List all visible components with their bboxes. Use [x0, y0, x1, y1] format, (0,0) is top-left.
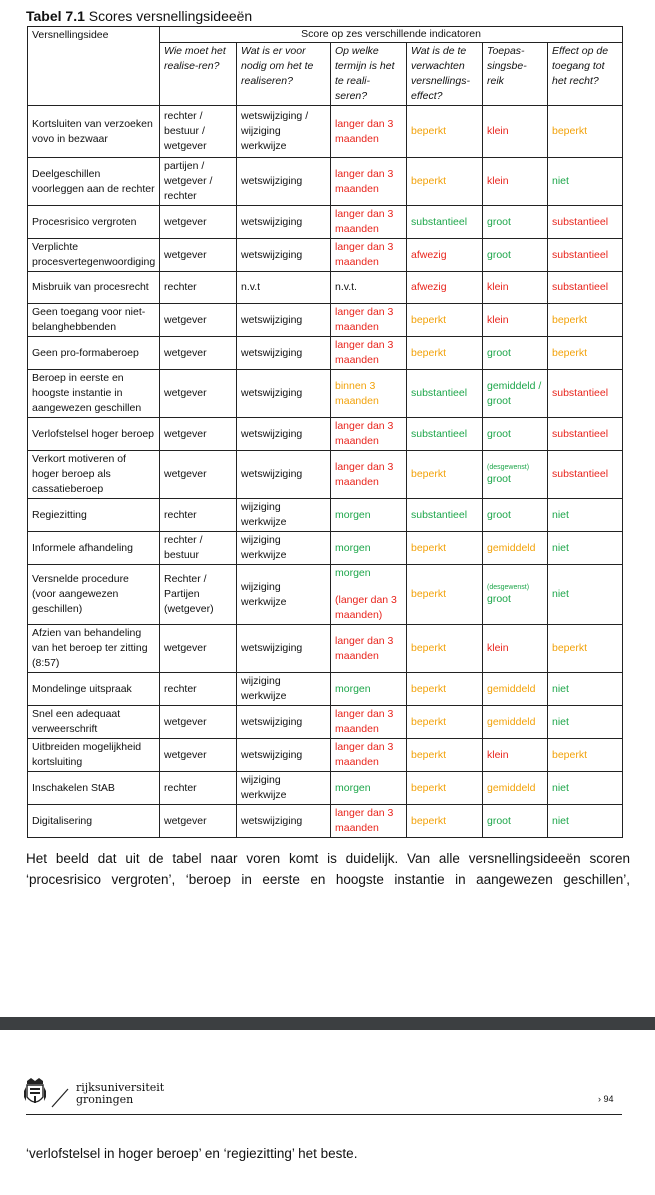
cell-wat: wetswijziging — [237, 706, 331, 739]
termijn-value: langer dan 3 maanden — [335, 460, 394, 488]
cell-effect — [407, 625, 483, 673]
cell-effect — [407, 451, 483, 499]
toegang-value: niet — [552, 508, 569, 521]
cell-wat: wetswijziging — [237, 451, 331, 499]
cell-wat: wetswijziging — [237, 739, 331, 772]
cell-idee: Digitalisering — [28, 805, 160, 838]
cell-termijn — [331, 418, 407, 451]
termijn-value: binnen 3 maanden — [335, 379, 379, 407]
cell-idee: Beroep in eerste en hoogste instantie in aangewezen geschillen — [28, 370, 160, 418]
cell-effect — [407, 106, 483, 158]
cell-idee: Mondelinge uitspraak — [28, 673, 160, 706]
cell-bereik — [483, 206, 548, 239]
university-crest-icon — [24, 1077, 72, 1116]
bereik-value: gemiddeld — [487, 541, 536, 554]
cell-wie: rechter / bestuur / wetgever — [160, 106, 237, 158]
bereik-value: klein — [487, 281, 509, 293]
cell-idee: Kortsluiten van verzoeken vovo in bezwaar — [28, 106, 160, 158]
table-row — [28, 532, 623, 565]
effect-value: afwezig — [411, 281, 447, 293]
effect-value: beperkt — [411, 468, 447, 480]
cell-wie: partijen / wetgever / rechter — [160, 158, 237, 206]
bereik-value: groot — [487, 472, 511, 485]
termijn-value: langer dan 3 maanden — [335, 634, 394, 662]
cell-wat: wetswijziging — [237, 418, 331, 451]
effect-value: beperkt — [411, 541, 447, 554]
cell-effect — [407, 158, 483, 206]
cell-wat: wetswijziging — [237, 805, 331, 838]
cell-wie: rechter / bestuur — [160, 532, 237, 565]
cell-wat: wetswijziging — [237, 239, 331, 272]
cell-wie: wetgever — [160, 739, 237, 772]
cell-termijn — [331, 304, 407, 337]
cell-toegang — [548, 106, 623, 158]
bereik-value: gemiddeld / groot — [487, 379, 542, 407]
effect-value: beperkt — [411, 175, 447, 187]
cell-effect — [407, 370, 483, 418]
cell-idee: Procesrisico vergroten — [28, 206, 160, 239]
bereik-value: klein — [487, 313, 509, 326]
toegang-value: niet — [552, 175, 569, 187]
cell-termijn — [331, 499, 407, 532]
cell-idee: Verkort motiveren of hoger beroep als cassatieberoep — [28, 451, 160, 499]
cell-bereik — [483, 272, 548, 304]
bereik-value: gemiddeld — [487, 715, 536, 728]
cell-bereik — [483, 158, 548, 206]
cell-termijn — [331, 337, 407, 370]
cell-termijn — [331, 625, 407, 673]
toegang-value: beperkt — [552, 748, 588, 761]
bereik-value: groot — [487, 592, 511, 605]
termijn-value: n.v.t. — [335, 281, 357, 293]
bereik-note: (desgewenst) — [487, 583, 530, 591]
cell-toegang — [548, 805, 623, 838]
bereik-note: (desgewenst) — [487, 463, 530, 471]
termijn-value: langer dan 3 maanden — [335, 741, 394, 768]
cell-toegang — [548, 272, 623, 304]
cell-bereik — [483, 805, 548, 838]
cell-idee: Inschakelen StAB — [28, 772, 160, 805]
cell-bereik — [483, 739, 548, 772]
termijn-value: langer dan 3 maanden — [335, 807, 394, 834]
cell-termijn — [331, 565, 407, 625]
termijn-value: langer dan 3 maanden — [335, 420, 394, 447]
table-row — [28, 673, 623, 706]
termijn-value: langer dan 3 maanden — [335, 117, 394, 145]
cell-toegang — [548, 418, 623, 451]
bereik-value: groot — [487, 508, 511, 521]
header-wat: Wat is er voor nodig om het te realiseren? — [237, 43, 331, 106]
cell-effect — [407, 418, 483, 451]
cell-wie: rechter — [160, 499, 237, 532]
toegang-value: niet — [552, 814, 569, 827]
cell-termijn — [331, 673, 407, 706]
bereik-value: gemiddeld — [487, 781, 536, 794]
table-row — [28, 451, 623, 499]
cell-termijn — [331, 532, 407, 565]
footer-rule — [26, 1114, 622, 1115]
cell-effect — [407, 805, 483, 838]
cell-bereik — [483, 239, 548, 272]
cell-termijn — [331, 805, 407, 838]
cell-idee: Verlofstelsel hoger beroep — [28, 418, 160, 451]
table-number: Tabel 7.1 — [26, 8, 85, 24]
toegang-value: beperkt — [552, 642, 588, 654]
bereik-value: groot — [487, 215, 511, 228]
bereik-value: gemiddeld — [487, 682, 536, 695]
table-row — [28, 304, 623, 337]
cell-toegang — [548, 625, 623, 673]
effect-value: beperkt — [411, 715, 447, 728]
cell-toegang — [548, 451, 623, 499]
cell-wie: wetgever — [160, 451, 237, 499]
table-row — [28, 272, 623, 304]
cell-termijn — [331, 158, 407, 206]
cell-termijn — [331, 370, 407, 418]
cell-toegang — [548, 304, 623, 337]
cell-wat: wijziging werkwijze — [237, 565, 331, 625]
scores-table — [27, 26, 623, 838]
toegang-value: substantieel — [552, 215, 609, 228]
termijn-value: langer dan 3 maanden — [335, 208, 394, 235]
bereik-value: klein — [487, 125, 509, 137]
toegang-value: beperkt — [552, 313, 588, 326]
termijn-value: langer dan 3 maanden — [335, 339, 394, 366]
table-row — [28, 370, 623, 418]
toegang-value: niet — [552, 781, 569, 794]
cell-toegang — [548, 706, 623, 739]
cell-effect — [407, 304, 483, 337]
cell-idee: Uitbreiden mogelijkheid kortsluiting — [28, 739, 160, 772]
cell-bereik — [483, 772, 548, 805]
cell-toegang — [548, 370, 623, 418]
bereik-value: groot — [487, 427, 511, 440]
effect-value: beperkt — [411, 588, 447, 600]
cell-wie: rechter — [160, 772, 237, 805]
cell-termijn — [331, 451, 407, 499]
effect-value: beperkt — [411, 682, 447, 695]
header-indicatoren: Score op zes verschillende indicatoren — [160, 27, 623, 43]
termijn-value: langer dan 3 maanden — [335, 306, 394, 333]
cell-wat: wijziging werkwijze — [237, 772, 331, 805]
cell-termijn — [331, 239, 407, 272]
termijn-value: langer dan 3 maanden — [335, 708, 394, 735]
termijn-value: morgen — [335, 682, 371, 695]
cell-idee: Versnelde procedure (voor aangewezen geschillen) — [28, 565, 160, 625]
table-row — [28, 158, 623, 206]
cell-toegang — [548, 337, 623, 370]
header-versnellingsidee: Versnellingsidee — [28, 27, 160, 106]
cell-bereik — [483, 673, 548, 706]
cell-idee: Afzien van behandeling van het beroep ter zitting (8:57) — [28, 625, 160, 673]
cell-termijn — [331, 739, 407, 772]
cell-bereik — [483, 706, 548, 739]
termijn-value: morgen — [335, 508, 371, 521]
toegang-value: niet — [552, 682, 569, 695]
cell-effect — [407, 706, 483, 739]
toegang-value: niet — [552, 588, 569, 600]
cell-bereik — [483, 532, 548, 565]
cell-wie: wetgever — [160, 370, 237, 418]
cell-effect — [407, 206, 483, 239]
cell-bereik — [483, 499, 548, 532]
effect-value: substantieel — [411, 427, 468, 440]
header-wie: Wie moet het realise-ren? — [160, 43, 237, 106]
effect-value: beperkt — [411, 313, 447, 326]
effect-value: substantieel — [411, 387, 468, 399]
cell-wie: rechter — [160, 673, 237, 706]
header-bereik: Toepas-singsbe-reik — [483, 43, 548, 106]
cell-effect — [407, 673, 483, 706]
cell-effect — [407, 739, 483, 772]
cell-idee: Geen toegang voor niet-belanghebbenden — [28, 304, 160, 337]
effect-value: substantieel — [411, 508, 468, 521]
effect-value: beperkt — [411, 125, 447, 137]
cell-bereik — [483, 370, 548, 418]
cell-wie: wetgever — [160, 337, 237, 370]
cell-toegang — [548, 158, 623, 206]
cell-toegang — [548, 532, 623, 565]
table-row — [28, 739, 623, 772]
toegang-value: substantieel — [552, 248, 609, 261]
cell-toegang — [548, 739, 623, 772]
toegang-value: niet — [552, 715, 569, 728]
effect-value: substantieel — [411, 215, 468, 228]
cell-wie: wetgever — [160, 304, 237, 337]
bereik-value: groot — [487, 248, 511, 261]
cell-idee: Deelgeschillen voorleggen aan de rechter — [28, 158, 160, 206]
cell-wie: wetgever — [160, 206, 237, 239]
cell-wat: n.v.t — [237, 272, 331, 304]
table-caption — [26, 8, 252, 24]
page-number: › 94 — [598, 1094, 614, 1104]
termijn-value: morgen — [335, 781, 371, 794]
cell-effect — [407, 772, 483, 805]
effect-value: beperkt — [411, 814, 447, 827]
cell-wie: wetgever — [160, 625, 237, 673]
cell-toegang — [548, 239, 623, 272]
toegang-value: substantieel — [552, 468, 609, 480]
termijn-value: langer dan 3 maanden — [335, 167, 394, 195]
cell-wie: wetgever — [160, 418, 237, 451]
effect-value: beperkt — [411, 781, 447, 794]
effect-value: beperkt — [411, 346, 447, 359]
termijn-value: langer dan 3 maanden — [335, 241, 394, 268]
cell-idee: Misbruik van procesrecht — [28, 272, 160, 304]
cell-bereik — [483, 565, 548, 625]
toegang-value: substantieel — [552, 427, 609, 440]
toegang-value: substantieel — [552, 281, 609, 293]
effect-value: beperkt — [411, 748, 447, 761]
effect-value: beperkt — [411, 642, 447, 654]
cell-toegang — [548, 206, 623, 239]
cell-termijn — [331, 772, 407, 805]
cell-wat: wetswijziging — [237, 206, 331, 239]
cell-wie: wetgever — [160, 805, 237, 838]
cell-bereik — [483, 625, 548, 673]
cell-wat: wetswijziging / wijziging werkwijze — [237, 106, 331, 158]
header-termijn: Op welke termijn is het te reali-seren? — [331, 43, 407, 106]
cell-wat: wetswijziging — [237, 158, 331, 206]
bereik-value: klein — [487, 748, 509, 761]
bereik-value: groot — [487, 346, 511, 359]
cell-idee: Verplichte procesvertegenwoordiging — [28, 239, 160, 272]
table-row — [28, 706, 623, 739]
table-row — [28, 239, 623, 272]
university-name: rijksuniversiteit groningen — [76, 1081, 165, 1106]
cell-bereik — [483, 106, 548, 158]
toegang-value: substantieel — [552, 387, 609, 399]
cell-wat: wijziging werkwijze — [237, 673, 331, 706]
cell-termijn — [331, 206, 407, 239]
paragraph-2: ‘verlofstelsel in hoger beroep’ en ‘regiezitting’ het beste. — [26, 1146, 358, 1161]
cell-bereik — [483, 304, 548, 337]
cell-toegang — [548, 772, 623, 805]
toegang-value: niet — [552, 541, 569, 554]
cell-wat: wetswijziging — [237, 370, 331, 418]
cell-effect — [407, 499, 483, 532]
table-title: Scores versnellingsideeën — [88, 8, 253, 24]
cell-bereik — [483, 418, 548, 451]
cell-effect — [407, 337, 483, 370]
table-row — [28, 499, 623, 532]
termijn-value: morgen — [335, 567, 371, 579]
cell-idee: Regiezitting — [28, 499, 160, 532]
cell-effect — [407, 565, 483, 625]
termijn-extra: (langer dan 3 maanden) — [335, 594, 397, 621]
cell-wie: rechter — [160, 272, 237, 304]
spacer — [335, 581, 402, 593]
table-row — [28, 772, 623, 805]
header-effect: Wat is de te verwachten versnellings-effect? — [407, 43, 483, 106]
cell-wie: Rechter / Partijen (wetgever) — [160, 565, 237, 625]
cell-bereik — [483, 337, 548, 370]
cell-toegang — [548, 499, 623, 532]
bereik-value: klein — [487, 175, 509, 187]
table-row — [28, 418, 623, 451]
cell-toegang — [548, 673, 623, 706]
cell-termijn — [331, 272, 407, 304]
header-toegang: Effect op de toegang tot het recht? — [548, 43, 623, 106]
table-row — [28, 106, 623, 158]
cell-wat: wetswijziging — [237, 304, 331, 337]
cell-wat: wetswijziging — [237, 625, 331, 673]
paragraph-1: Het beeld dat uit de tabel naar voren komt is duidelijk. Van alle versnellingsideeën scoren ‘procesrisico vergroten’, ‘beroep in eerste en hoogste instantie in aangewezen geschillen’, — [26, 851, 630, 887]
bereik-value: klein — [487, 642, 509, 654]
cell-idee: Snel een adequaat verweerschrift — [28, 706, 160, 739]
cell-effect — [407, 272, 483, 304]
cell-termijn — [331, 706, 407, 739]
toegang-value: beperkt — [552, 346, 588, 359]
cell-wie: wetgever — [160, 239, 237, 272]
table-row — [28, 565, 623, 625]
cell-wat: wetswijziging — [237, 337, 331, 370]
cell-wie: wetgever — [160, 706, 237, 739]
cell-idee: Informele afhandeling — [28, 532, 160, 565]
cell-bereik — [483, 451, 548, 499]
cell-idee: Geen pro-formaberoep — [28, 337, 160, 370]
termijn-value: morgen — [335, 541, 371, 554]
cell-toegang — [548, 565, 623, 625]
table-row — [28, 625, 623, 673]
cell-termijn — [331, 106, 407, 158]
cell-effect — [407, 532, 483, 565]
page-separator — [0, 1017, 655, 1030]
table-row — [28, 206, 623, 239]
bereik-value: groot — [487, 814, 511, 827]
table-row — [28, 337, 623, 370]
cell-wat: wijziging werkwijze — [237, 532, 331, 565]
table-row — [28, 805, 623, 838]
effect-value: afwezig — [411, 248, 447, 261]
cell-wat: wijziging werkwijze — [237, 499, 331, 532]
toegang-value: beperkt — [552, 125, 588, 137]
cell-effect — [407, 239, 483, 272]
